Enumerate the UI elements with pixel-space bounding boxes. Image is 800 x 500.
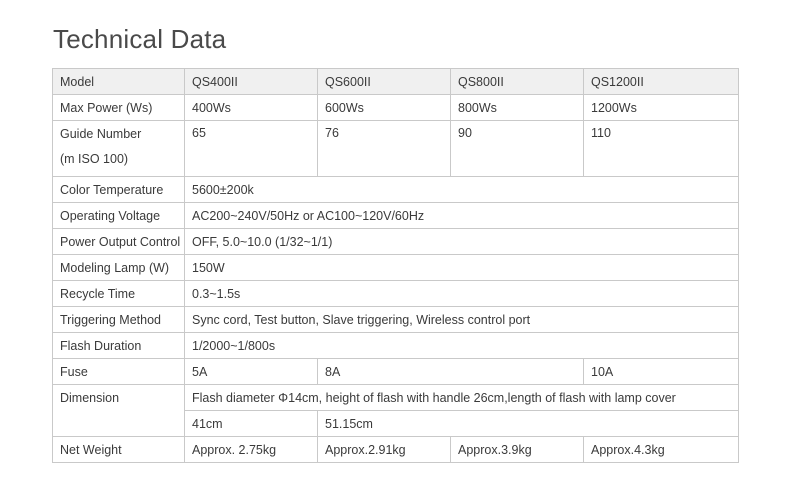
table-row-guide-number [53,121,739,177]
cell-modeling-lamp: 150W [185,255,739,281]
row-label-guide-number [53,121,185,177]
cell-dimension-qs400ii: 41cm [185,411,318,437]
row-label-triggering-method: Triggering Method [53,307,185,333]
cell-net-weight-qs1200ii: Approx.4.3kg [584,437,739,463]
row-label-max-power: Max Power (Ws) [53,95,185,121]
cell-dimension-description: Flash diameter Φ14cm, height of flash with handle 26cm,length of flash with lamp cover [185,385,739,411]
cell-recycle-time: 0.3~1.5s [185,281,739,307]
table-header-row [53,69,739,95]
cell-guide-number-qs400ii: 65 [185,121,318,177]
row-label-fuse: Fuse [53,359,185,385]
cell-triggering-method: Sync cord, Test button, Slave triggering, Wireless control port [185,307,739,333]
row-label-power-output-control: Power Output Control [53,229,185,255]
row-label-modeling-lamp: Modeling Lamp (W) [53,255,185,281]
row-label-flash-duration: Flash Duration [53,333,185,359]
table-row-dimension-values [53,411,739,437]
cell-fuse-qs600ii-qs800ii: 8A [318,359,584,385]
cell-power-output-control: OFF, 5.0~10.0 (1/32~1/1) [185,229,739,255]
row-label-net-weight: Net Weight [53,437,185,463]
table-row-triggering-method [53,307,739,333]
page-title: Technical Data [53,24,227,54]
cell-net-weight-qs800ii: Approx.3.9kg [451,437,584,463]
cell-fuse-qs1200ii: 10A [584,359,739,385]
technical-data-table [52,68,739,463]
row-label-recycle-time: Recycle Time [53,281,185,307]
guide-number-label-line1: Guide Number [60,127,142,141]
cell-max-power-qs1200ii: 1200Ws [584,95,739,121]
header-model-qs1200ii: QS1200II [584,69,739,95]
header-model-qs800ii: QS800II [451,69,584,95]
table-row-dimension [53,385,739,411]
table-row-color-temperature [53,177,739,203]
table-row-recycle-time [53,281,739,307]
header-model-qs600ii: QS600II [318,69,451,95]
cell-net-weight-qs400ii: Approx. 2.75kg [185,437,318,463]
header-model-qs400ii: QS400II [185,69,318,95]
row-label-dimension-empty [53,411,185,437]
table-row-net-weight [53,437,739,463]
cell-net-weight-qs600ii: Approx.2.91kg [318,437,451,463]
header-model-label: Model [53,69,185,95]
cell-flash-duration: 1/2000~1/800s [185,333,739,359]
guide-number-label-line2: (m ISO 100) [60,152,129,166]
table-row-modeling-lamp [53,255,739,281]
cell-guide-number-qs600ii: 76 [318,121,451,177]
cell-guide-number-qs1200ii: 110 [584,121,739,177]
table-row-max-power [53,95,739,121]
cell-guide-number-qs800ii: 90 [451,121,584,177]
cell-color-temperature: 5600±200k [185,177,739,203]
row-label-dimension: Dimension [53,385,185,411]
cell-operating-voltage: AC200~240V/50Hz or AC100~120V/60Hz [185,203,739,229]
table-row-flash-duration [53,333,739,359]
cell-max-power-qs600ii: 600Ws [318,95,451,121]
row-label-operating-voltage: Operating Voltage [53,203,185,229]
cell-dimension-qs600ii: 51.15cm [318,411,739,437]
cell-max-power-qs400ii: 400Ws [185,95,318,121]
table-row-power-output-control [53,229,739,255]
table-row-operating-voltage [53,203,739,229]
table-row-fuse [53,359,739,385]
cell-fuse-qs400ii: 5A [185,359,318,385]
cell-max-power-qs800ii: 800Ws [451,95,584,121]
row-label-color-temperature: Color Temperature [53,177,185,203]
